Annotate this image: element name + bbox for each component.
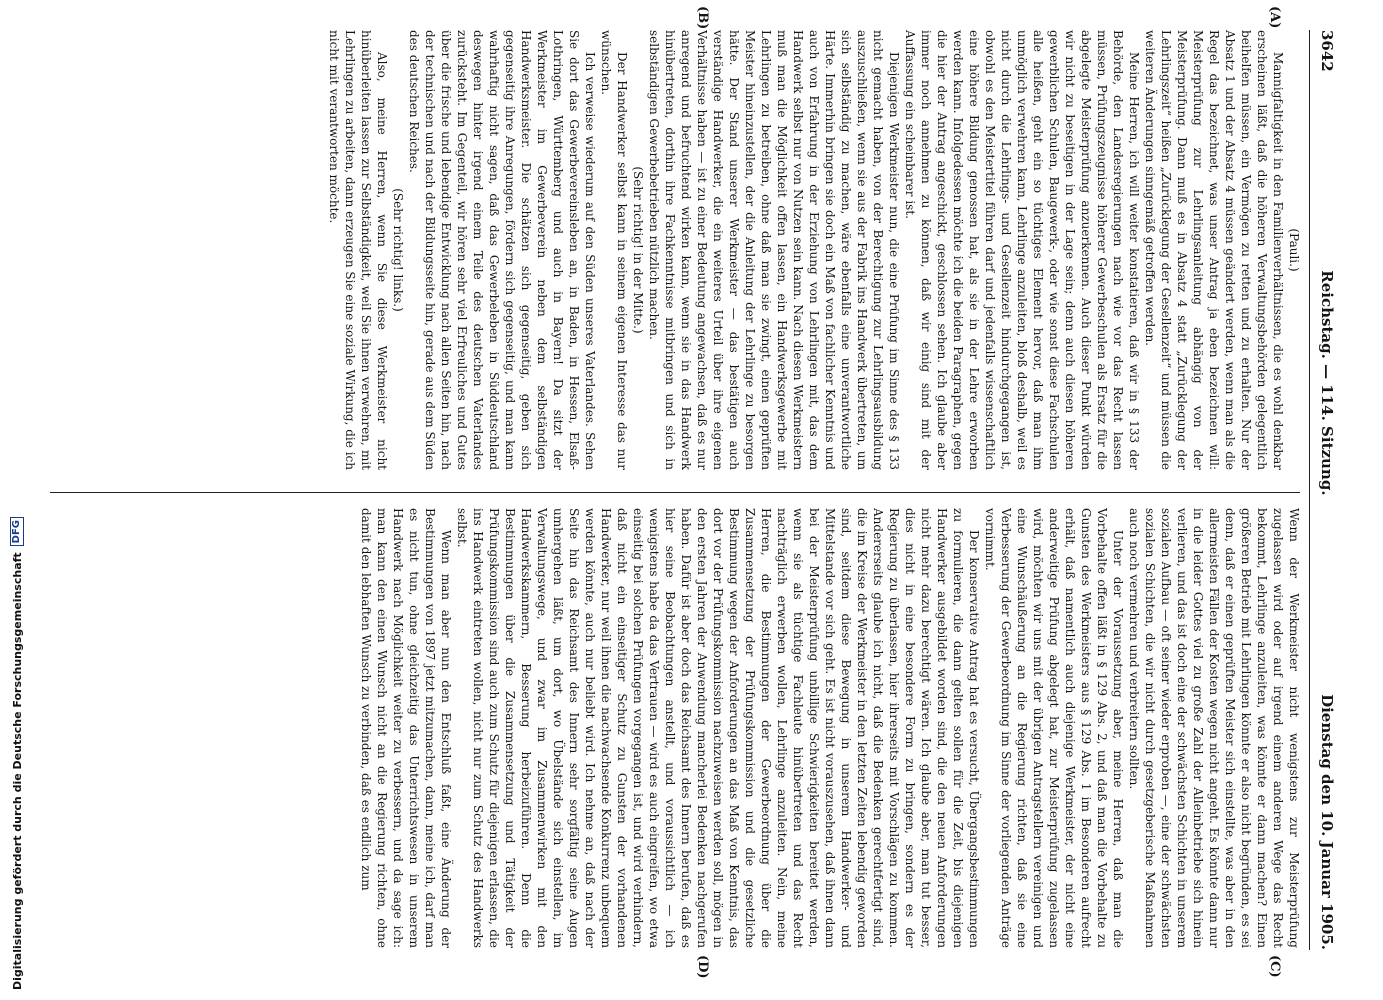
paragraph: Diejenigen Werkmeister nun, die eine Prüfung im Sinne des § 133 nicht gemacht haben, von der Berechtigung zur Lehrlingsausbildung auszuschließen, wenn sie aus der Fabrik ins Handwerk übertreten, um sich selbständig zu machen, wäre ebenfalls eine unverantwortliche Härte. Immerhin bringen sie doch ein Maß von fachlicher Kenntnis und auch von Erfahrung in der Erziehung von Lehrlingen mit, das dem Handwerk selbst nur von Nutzen sein kann. Nach diesen Werkmeistern muß man die Möglichkeit offen lassen, ein Handwerksgewerbe mit Lehrlingen zu betreiben, ohne daß man sie zwingt, einen geprüften Meister hineinzustellen, der die Anleitung der Lehrlinge zu besorgen hätte. Der Stand unserer Werkmeister — das bestätigen auch verständige Handwerker, die ein weiteres Urteil über ihre eigenen Verhältnisse haben — ist zu einer Bedeutung angewachsen, daß es nur anregend und befruchtend wirken kann, wenn sie in das Handwerk hinübertreten, dorthin ihre Fachkenntnisse mitbringen und sich in selbständigen Gewerbebetrieben nützlich machen.: [647, 30, 901, 470]
digitization-credit: [10, 517, 24, 990]
dfg-logo-icon: DFG: [10, 517, 24, 546]
session-date: Dienstag den 10. Januar 1905.: [1318, 694, 1336, 950]
right-column: [42, 508, 1302, 948]
credit-text: Digitalisierung gefördert durch die Deutsche Forschungsgemeinschaft: [10, 552, 24, 990]
margin-marker-c: (C): [1267, 955, 1282, 978]
page-number: 3642: [1318, 30, 1336, 72]
page-header: [1314, 30, 1340, 950]
paragraph: Unter der Voraussetzung aber, meine Herren, daß man die Vorbehalte offen läßt in § 129 Abs. 2, und daß man die Vorbehalte zu Gunsten des Werkmeisters aus § 129 Abs. 1 im Besonderen aufrecht erhält, daß namentlich auch diejenige Werkmeister, der nicht eine anderweitige Prüfung abgelegt hat, zur Meisterprüfung zugelassen wird, möchten wir uns mit der übrigen Antragstellern vereinigen und eine Wunschäußerung an die Regierung richten, daß sie eine Verbesserung der Gewerbeordnung im Sinne der vorliegenden Anträge vornimmt.: [983, 508, 1125, 948]
margin-marker-a: (A): [1267, 6, 1282, 29]
left-column: [42, 30, 1302, 470]
paragraph: Der Handwerker selbst kann in seinem eigenen Interesse das nur wünschen.: [599, 30, 629, 470]
margin-marker-b: (B): [695, 6, 710, 30]
interjection: (Sehr richtig! links.): [391, 188, 405, 312]
paragraph: Mannigfaltigkeit in den Familienverhältnissen, die es wohl denkbar erscheinen läßt, daß die höheren Verwaltungsbehörden gelegentlich beihelfen müssen, ein Vermögen zu retten und zu erhalten. Nur der Absatz 1 und der Absatz 4 müssen geändert werden, wenn man als die Regel das bezeichnet, was unser Antrag ja eben bezeichnen will: Meisterprüfung zur Lehrlingsanleitung abhängig von der Meisterprüfung. Dann muß es in Absatz 4 statt „Zurücklegung der Lehrlingszeit“ heißen „Zurücklegung der Gesellenzeit“ und müssen die weiteren Änderungen sinngemäß getroffen werden.: [1143, 30, 1285, 470]
column-divider: [50, 492, 1300, 493]
paragraph: Wenn der Werkmeister nicht wenigstens zur Meisterprüfung zugelassen wird oder auf irgend einem anderen Wege das Recht bekommt, Lehrlinge anzuleiten, was könnte er dann machen? Einen größeren Betrieb mit Lehrlingen könnte er also nicht begründen, es sei denn, daß er einen geprüften Meister sich einstellte, was aber in den allermeisten Fällen der Kosten wegen nicht angeht. Es könnte dann nur in die leider Gottes viel zu große Zahl der Alleinbetriebe sich hinein verlieren, und das ist doch eine der schwächsten Schichten in unserem sozialen Aufbau — oft seiner wieder erproben —, eine der schwächsten sozialen Schichten, die wir nicht durch gesetzgeberische Maßnahmen auch noch vermehren und verbreitern sollten.: [1127, 508, 1301, 948]
paragraph: Meine Herren, ich will weiter konstatieren, daß wir in § 133 der Behörde, den Landesregierungen nach wie vor das Recht lassen müssen, Prüfungszeugnisse höherer Gewerbeschulen als Ersatz für die abgelegte Meisterprüfung anzuerkennen. Auch dieser Punkt würden wir nicht zu beseitigen in der Lage sein; denn auch diesen höheren gewerblichen Schulen, Baugewerk-, oder wie sonst diese Fachschulen alle heißen, geht ein so tüchtiges Element hervor, daß man ihm unmöglich verwehren kann, Lehrlinge anzuleiten, bloß deshalb, weil es nicht durch die Lehrlings- und Gesellenzeit hindurchgegangen ist, obwohl es den Meistertitel führen darf und jedenfalls wissenschaftlich eine höhere Bildung genossen hat, als sie in der Lehre erworben werden kann. Infolgedessen möchte ich die beiden Paragraphen, gegen die hier der Antrag angeschickt, geschlossen sehen. Ich glaube aber immer noch annehmen zu können, daß wir einig sind mit der Auffassung ein scheinbarer ist.: [903, 30, 1141, 470]
speaker-name: (Pauli.): [1287, 228, 1301, 272]
paragraph: Also, meine Herren, wenn Sie diese Werkmeister nicht hinüberleiten lassen zur Selbständigkeit, weil Sie ihnen verwehren, mit Lehrlingen zu arbeiten, dann erzeugen Sie eine soziale Wirkung, die ich nicht mit verantworten möchte.: [327, 30, 389, 470]
session-title: Reichstag. — 114. Sitzung.: [1318, 270, 1336, 496]
interjection: (Sehr richtig! in der Mitte.): [631, 166, 645, 334]
header-rule: [1309, 30, 1310, 950]
paragraph: Ich verweise wiederum auf den Süden unseres Vaterlandes. Sehen Sie dort das Gewerbevereinsleben an, in Baden, in Hessen, Elsaß-Lothringen, Württemberg und auch in Bayern! Da sitzt der Werkmeister im Gewerbeverein neben dem selbständigen Handwerksmeister. Die schätzen sich gegenseitig, geben sich gegenseitig ihre Anregungen, fördern sich gegenseitig, und man kann wahrhaftig nicht sagen, daß das Gewerbeleben in Süddeutschland deswegen hinter irgend einem Teile des deutschen Vaterlandes zurücksteht. Im Gegenteil, wir hören sehr viel Erfreuliches und Gutes über die frische und lebendige Entwicklung nach allen Seiten hin, nach der technischen und nach der Bildungsseite hin, gerade aus dem Süden des deutschen Reiches.: [407, 30, 597, 470]
margin-marker-d: (D): [695, 955, 710, 979]
newspaper-page: [30, 6, 1340, 979]
paragraph: Der konservative Antrag hat es versucht, Übergangsbestimmungen zu formulieren, die dann gelten sollen für die Zeit, bis diejenigen Handwerker ausgebildet worden sind, die den neuen Anforderungen nicht mehr dazu berechtigt wären. Ich glaube aber, man tut besser, dies nicht in eine besondere Form zu bringen, sondern es der Regierung zu überlassen, hier ihrerseits mit Vorschlägen zu kommen. Andererseits glaube ich nicht, daß die Bedenken gerechtfertigt sind, die im Kreise der Werkmeister in den letzten Zeiten lebendig geworden sind, seitdem diese Bewegung in unserem Handwerker- und Mittelstande vor sich geht. Es ist nicht vorauszusehen, daß ihnen dann bei der Meisterprüfung unbillige Schwierigkeiten bereitet werden, wenn sie als tüchtige Fachleute hinübertreten und das Recht nachträglich erwerben wollen, Lehrlinge anzuleiten. Nein, meine Herren, die Bestimmungen der Gewerbeordnung über die Zusammensetzung der Prüfungskommission und die gesetzliche Bestimmung wegen der Anforderungen an das Maß von Kenntnis, das dort vor der Prüfungskommission nachzuweisen werden soll, mögen in den ersten Jahren der Anwendung mancherlei Bedenken nachgerufen haben. Dafür ist aber doch das Reichsamt des Innern berufen, daß es hier seine Beobachtungen anstellt, und voraussichtlich — ich wenigstens habe da das Vertrauen — wird es auch eingreifen, wo etwa einseitig bei solchen Prüfungen vorgegangen ist, und wird verhindern, daß nicht ein einseitiger Schutz zu Gunsten der vorhandenen Handwerker, nur weil ihnen die nachwachsende Konkurrenz unbequem werden könnte, auch nur beliebt wird. Ich nehme an, daß nach der Seite hin das Reichsamt des Innern sehr sorgfältig seine Augen umhergehen läßt, um dort, wo Übelstände sich einstellen, im Verwaltungswege, und zwar im Zusammenwirken mit den Handwerkskammern, Besserung herbeizuführen. Denn die Bestimmungen über die Zusammensetzung und Tätigkeit der Prüfungskommission sind auch zum Schutz für diejenigen erlassen, die ins Handwerk eintreten wollen, nicht nur zum Schutz des Handwerks selbst.: [455, 508, 981, 948]
paragraph: Wenn man aber nun den Entschluß faßt, eine Änderung der Bestimmungen von 1897 jetzt mitzumachen, dann, meine ich, darf man es nicht tun, ohne gleichzeitig das Unterrichtswesen in unserem Handwerk nach Möglichkeit weiter zu verbessern, und da sage ich: man kann den einen Wunsch nicht an die Regierung richten, ohne damit den lebhaften Wunsch zu verbinden, daß es endlich zum: [359, 508, 453, 948]
